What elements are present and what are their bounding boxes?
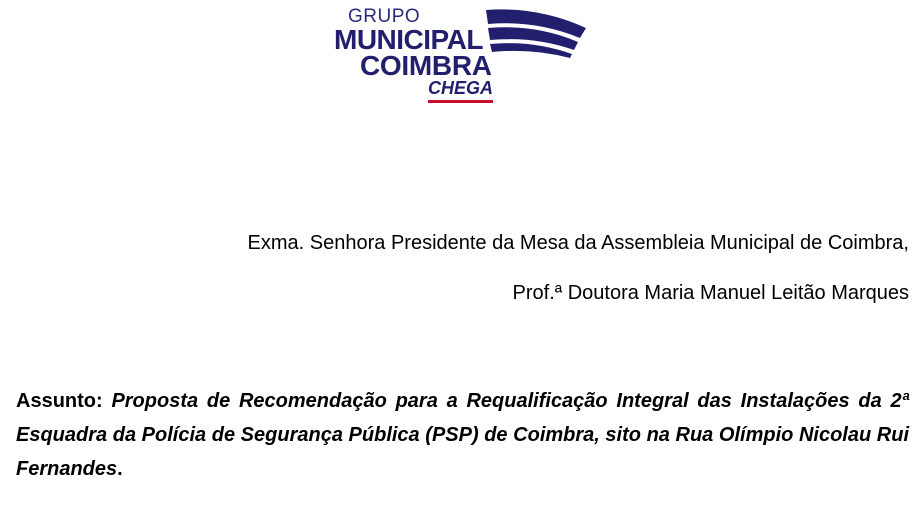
logo-grupo: GRUPO [348, 6, 421, 27]
addressee-line-1: Exma. Senhora Presidente da Mesa da Assembleia Municipal de Coimbra, [247, 232, 909, 254]
subject-text: Proposta de Recomendação para a Requalificação Integral das Instalações da 2ª Esquadra da Polícia de Segurança Pública (PSP) de Coimbra, sito na Rua Olímpio Nicolau Rui Fernandes [16, 390, 909, 480]
subject-label: Assunto: [16, 390, 103, 412]
logo-municipal: MUNICIPAL [334, 24, 483, 55]
subject-end: . [117, 458, 123, 480]
logo-chega: CHEGA [428, 78, 493, 103]
logo-wave-graphic [486, 6, 590, 58]
addressee-block [248, 218, 909, 318]
logo [334, 4, 590, 100]
subject-paragraph [16, 384, 909, 486]
logo-coimbra: COIMBRA [360, 50, 492, 81]
addressee-line-2: Prof.ª Doutora Maria Manuel Leitão Marques [512, 282, 909, 304]
